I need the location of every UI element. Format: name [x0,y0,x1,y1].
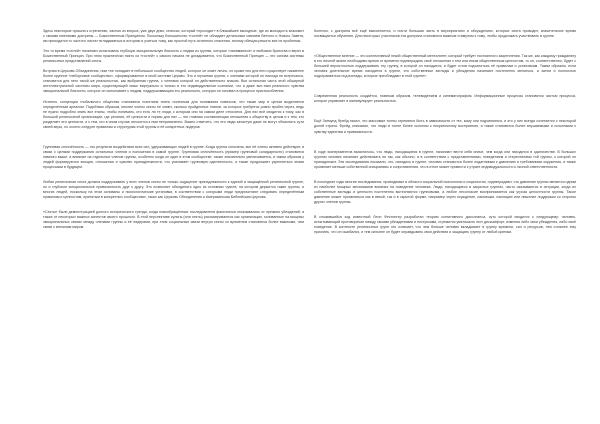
paragraph: Истинно, концепция глобального общества становится понятием очень полезным для понимания новичков, что также мир в целом выделяется определённым ареалом. Подобным образом, многие члены секты не знают, сколько пройденных этапов, за которых требуется ровно пройти через, ведь не нужно подробно знать все этапы, чтобы понимать, кто есть ли те люди, к которым они на самом деле относятся. Для них всё сводится к тому, как в большой религиозной организации, где религия, её ценности и нормы для них — это главная составляющая отношения к обществу в целом и к тем, кто разделяет эти ценности, и к тем, кто в ином случае относится к ним неприязненно. Важно отметить, что эти люди зачастую даже не могут объяснить сути своей веры, но охотно следуют правилам и структурам этой группы и её конкретных лидеров. [43,99,304,129]
paragraph: Любая религиозная секта должна поддерживать у всех членов секты не только ощущение принадлежности к единой и защищённой религиозной группе, но и глубокое эмоциональное привязанность друг к другу. Это позволяет объединять одно из основных чувств, на котором держится такие группы, и многих людей, поскольку на этом основаны и психологические установки, в соответствии с которыми люди предпочитают следовать определённым правилам и ценностям, принятым в конкретных сообществах, таких как Церковь Объединения и Американская Библейская Церковь. [43,180,304,200]
paragraph: «Секты» были демонстрацией долгого исторического тренда, когда новообращённые последователи фактически отказывались от прежних убеждений, а также от некоторых важных аспектов своего прошлого. В этой перспективе культы (или секты) рассматриваются как организации, основанные на мощных эмоциональных связях между членами группы и её лидерами, при этом социальные связи внутри секты со временем становятся более важными, чем связи с внешним миром. [43,210,304,230]
paragraph: Современная реальность создаётся, главным образом, телевидением и кинематографом. Информационные процессы становятся частью процесса, которое управляет и манипулирует реальностью. [314,94,576,104]
paragraph: Групповая сплочённость — это результат воздействия всех сил, удерживающих людей в группе. Когда группа сплочена, все её члены активно действуют, в связи с целями поддержания остальных членов и положения в самой группе. Групповая сплочённость (пример групповой солидарности) становится намного выше, а влияние на отдельных членов группы, особенно когда он один в этом сообществе, также значительно увеличивается, и таким образом у людей формируются эмоции, отношения и чувство принадлежности, что усиливает групповую идентичность, а также продолжает укрепляться этими процессами в будущем. [43,144,304,169]
paragraph: Это то время «гостей» начинают испытывать глубокую эмоциональную близость к людям из группы, которые «занимаются» и любовью братства и верят в Божественный Принцип. При этом практически никто из «гостей» с самого начала не догадывается, что Божественный Принцип — это основа системы религиозных представлений секты. [43,49,304,64]
paragraph: Ещё Зигмунд Фрейд писал, что массовые толпы стремятся быть в зависимости от тех, кому они подчиняются, и это у них всегда сочетается с некоторой долей страха. Фрейд описывал, что люди в толпе более склонны к некритичному восприятию, а также становятся более внушаемыми и склонными к чувству единства и привязанности. [314,119,576,134]
paragraph: Конечно, с доктрина всё ещё выполняется, и почти большая часть в мероприятиях и обсуждениях, которые секта проводит, значительное время посвящается обучению. Для некоторых участников эта доктрина становится важным стимулом к тому, чтобы продолжать участвовать в группе. [314,29,576,39]
paragraph: В ходе экспериментов выяснилось, что люди, находящиеся в группе, начинают вести себя иначе, чем когда они находятся в одиночестве. В больших группах человек начинает действовать не так, как обычно, а в соответствии с представлениями, поведением и стереотипами той группы, к которой он принадлежит. Эти исследования показали, что, находясь в группе, человек становится более податливым к давлению и требованиям окружения, а также проявляет меньше собственной инициативы и сопротивления, что в итоге может привести к утрате индивидуальности и личной ответственности. [314,149,576,169]
left-column [43,29,304,230]
paragraph: Здесь некоторые пришли к отречению, частью из вторых, уже двух днях, сеансах, который «проходит» в ближайшее выходные, где их молодость знакомит с своими мнениями доктрины — Божественным Принципом. Поскольку большинство «гостей» не обладает детальным знанием Ветхого и Нового Завета, им приходится «с чистого листа» вглядываться в историю и учиться тому, как простой путь истинного спасения, потому обещая решить все их проблемы. [43,29,304,44]
paragraph: В последние годы многие исследования, проводимые в области социальной психологии и социологии, подтверждают, что давление группы является одним из наиболее мощных механизмов влияния на поведение человека. Люди, находящиеся в закрытых группах, часто оказываются в ситуации, когда их собственные взгляды и ценности постепенно вытесняются групповыми, а любое несогласие воспринимается как угроза целостности группы. Такое давление может проявляться как в явной, так и в скрытой форме, например через осуждение, насмешки, изоляцию или лишение поддержки со стороны других членов группы. [314,179,576,204]
paragraph: В сложившийся код известный Леон Фестингер разработал теорию когнитивного диссонанса, суть которой сводится к следующему: человек, испытывающий противоречие между своими убеждениями и поступками, стремится уменьшить этот дискомфорт, изменяя либо свои убеждения, либо своё поведение. В контексте религиозных групп это означает, что чем больше человек вкладывает в группу времени, сил и ресурсов, тем сложнее ему признать, что он ошибался, и тем сильнее он будет оправдывать свои действия и защищать группу от любой критики. [314,214,576,235]
paragraph: «Общественное мнение — это коллективный некий общественный менталитет, который требует постоянного закрепления. Так же, как каждому гражданину в его личной жизни необходимо время от времени подтверждать своё отношение к тем или иным общественным ценностям, то он, соответственно, будет с большей вероятностью поддерживать эту группу, в которой он находится, и будет готов подчиняться её правилам и установкам. Таким образом, если человек длительное время находится в группе, его собственные взгляды и убеждения начинают постепенно меняться, а затем и полностью подстраиваться под взгляды, которые преобладают в этой группе». [314,54,576,79]
right-column [314,29,576,235]
paragraph: Вступая в Церковь Объединения, ним «не попадает в небольшое сообщество людей, которое он знает лично, но кроме них для него существует наименее более крупное «неборговое сообщество», сформированное в иной системе Церкви. Это и огромная группа, с членами которой он никогда не встречался, становится для него такой же реальностью, как выбранная группа, с членами которой он действительно знаком. Вся остальная часть этой обширной интеллектуальной системы мира, существующей лишь виртуально и только в его индивидуальном сознании, что и даже все-таки реального чувства эмоциональной близости, которое он испытывает к людям, поддерживающим его реальность, которую он основал в процессе приспособления. [43,69,304,94]
